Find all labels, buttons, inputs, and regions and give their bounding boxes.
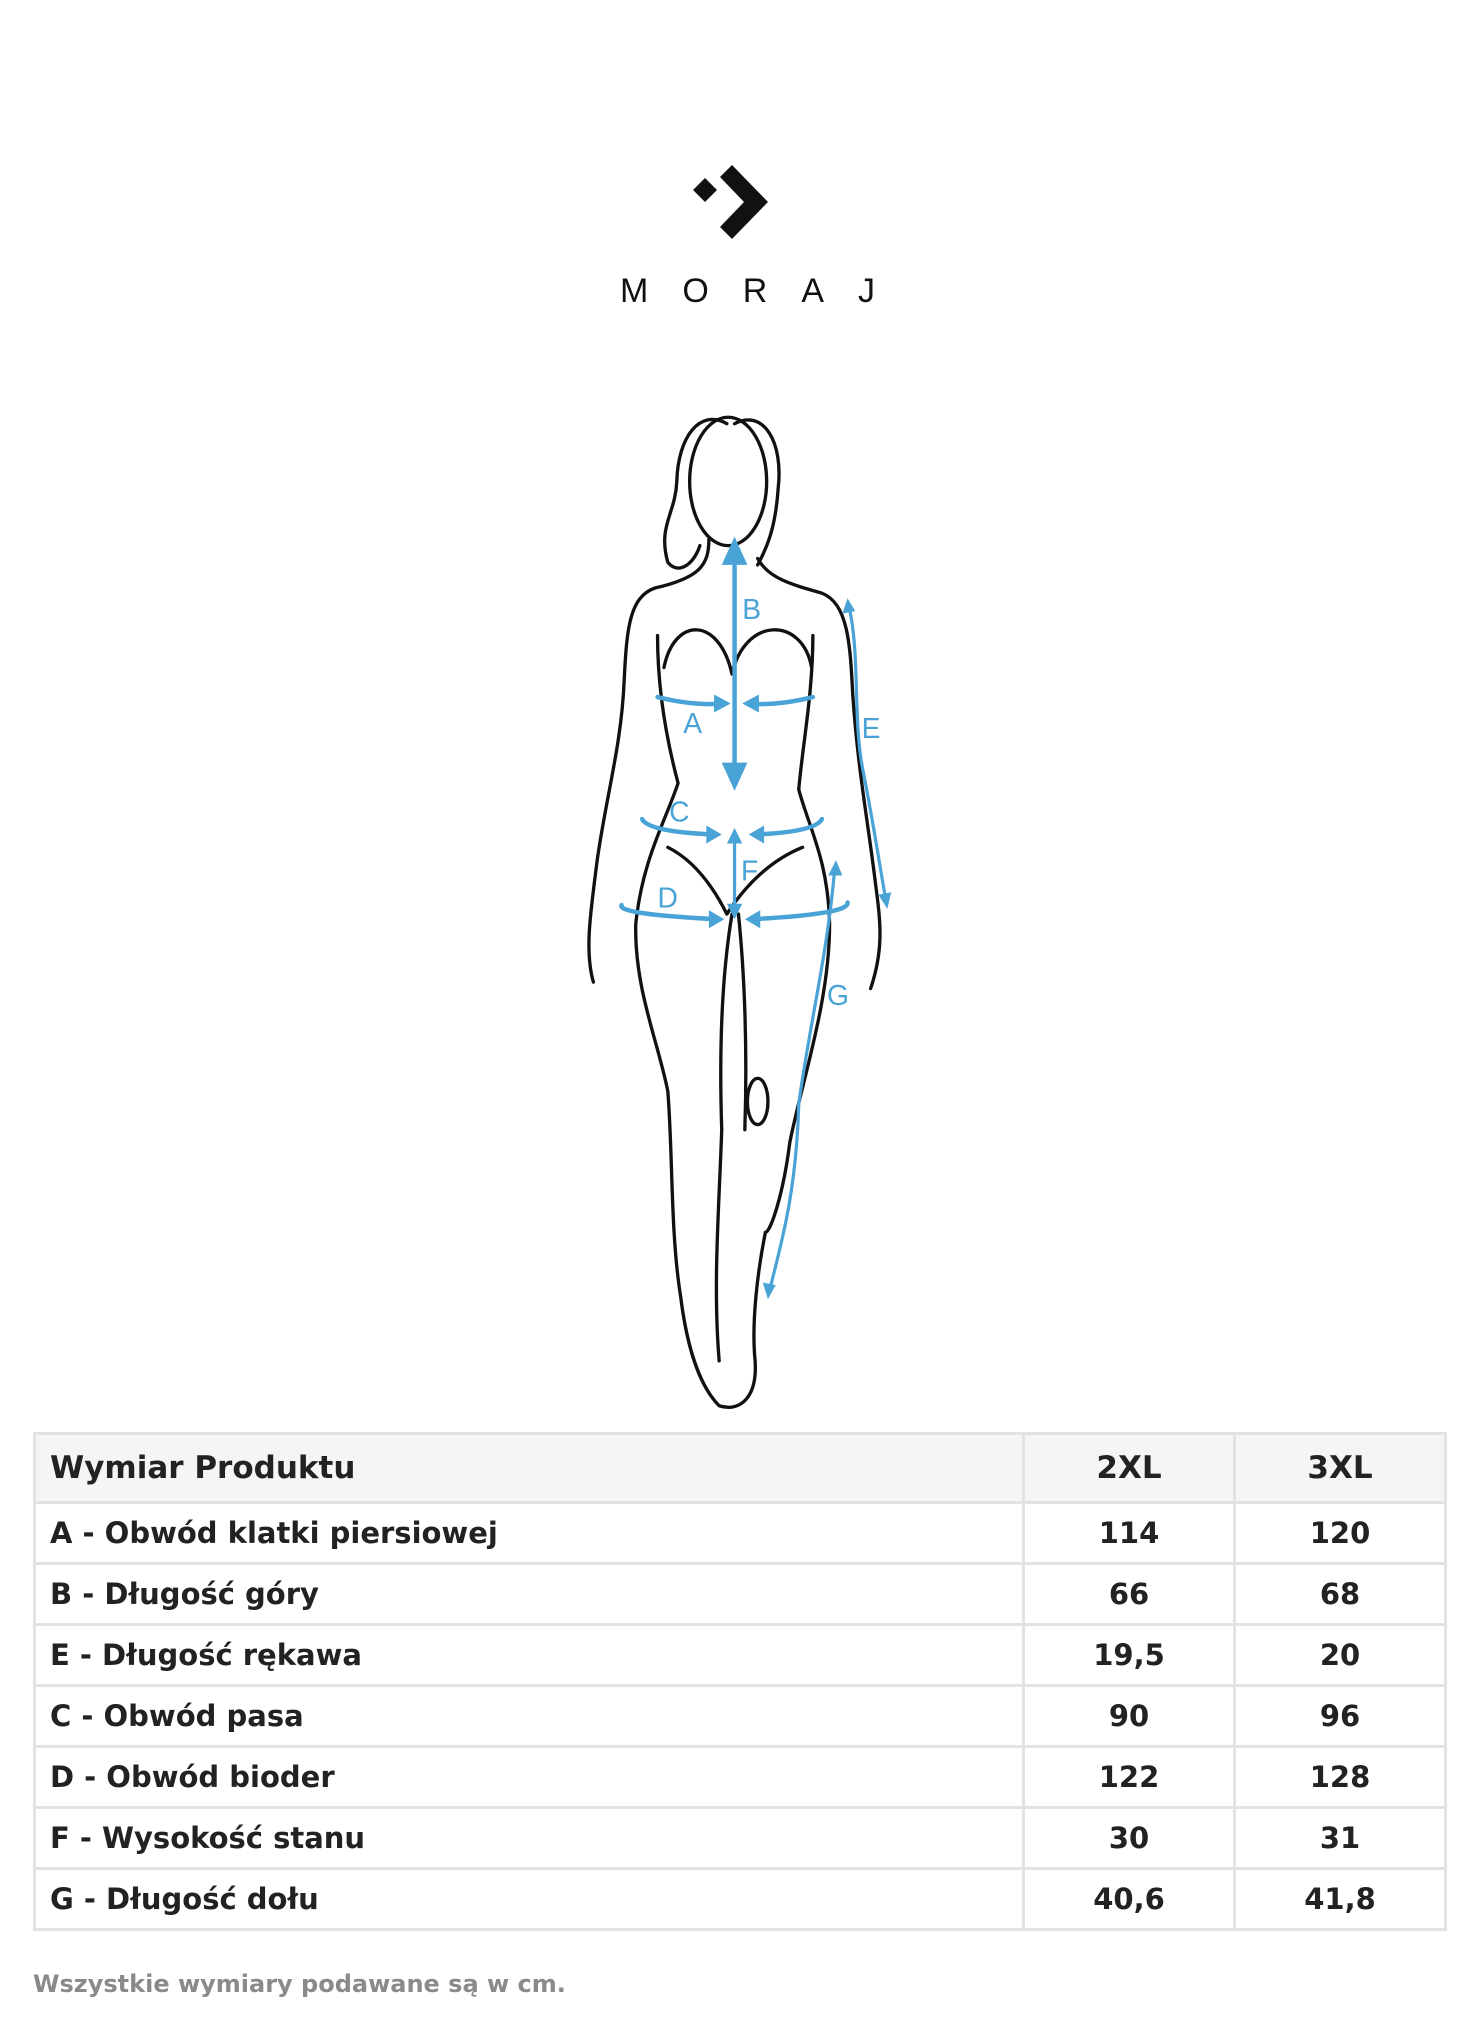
row-label: G - Długość dołu	[35, 1869, 1024, 1930]
arrow-e	[849, 606, 886, 901]
table-row	[35, 1869, 1446, 1930]
arrow-g	[769, 868, 834, 1292]
label-g: G	[826, 979, 849, 1012]
label-e: E	[861, 712, 881, 745]
table-row	[35, 1808, 1446, 1869]
table-row	[35, 1625, 1446, 1686]
table-row	[35, 1747, 1446, 1808]
arrow-d-right	[753, 903, 848, 920]
row-label: E - Długość rękawa	[35, 1625, 1024, 1686]
value-3xl: 41,8	[1235, 1869, 1446, 1930]
label-c: C	[669, 795, 690, 828]
header-size-2xl: 2XL	[1024, 1434, 1235, 1503]
value-3xl: 31	[1235, 1808, 1446, 1869]
value-2xl: 90	[1024, 1686, 1235, 1747]
size-table	[33, 1432, 1447, 1931]
brand-name: MORAJ	[620, 272, 909, 310]
value-3xl: 68	[1235, 1564, 1446, 1625]
value-3xl: 20	[1235, 1625, 1446, 1686]
row-label: D - Obwód bioder	[35, 1747, 1024, 1808]
row-label: F - Wysokość stanu	[35, 1808, 1024, 1869]
header-size-3xl: 3XL	[1235, 1434, 1446, 1503]
value-2xl: 66	[1024, 1564, 1235, 1625]
table-row	[35, 1564, 1446, 1625]
label-a: A	[683, 707, 703, 740]
moraj-logo-icon	[680, 165, 790, 255]
value-3xl: 96	[1235, 1686, 1446, 1747]
table-header-row	[35, 1434, 1446, 1503]
row-label: C - Obwód pasa	[35, 1686, 1024, 1747]
value-3xl: 128	[1235, 1747, 1446, 1808]
units-note: Wszystkie wymiary podawane są w cm.	[33, 1970, 566, 1998]
row-label: B - Długość góry	[35, 1564, 1024, 1625]
label-f: F	[740, 854, 759, 887]
value-2xl: 19,5	[1024, 1625, 1235, 1686]
table-row	[35, 1686, 1446, 1747]
label-b: B	[742, 592, 762, 625]
value-2xl: 40,6	[1024, 1869, 1235, 1930]
value-2xl: 30	[1024, 1808, 1235, 1869]
header-dimension: Wymiar Produktu	[35, 1434, 1024, 1503]
value-2xl: 122	[1024, 1747, 1235, 1808]
value-3xl: 120	[1235, 1503, 1446, 1564]
table-row	[35, 1503, 1446, 1564]
label-d: D	[657, 881, 678, 914]
body-measurement-figure	[565, 398, 899, 1425]
row-label: A - Obwód klatki piersiowej	[35, 1503, 1024, 1564]
value-2xl: 114	[1024, 1503, 1235, 1564]
